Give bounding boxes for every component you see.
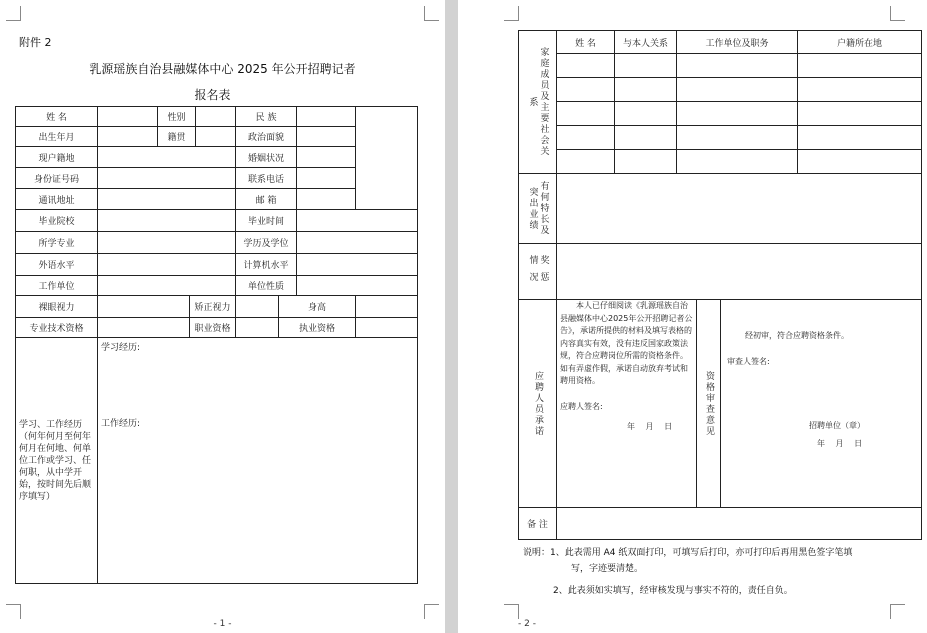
idno-label: 身份证号码 xyxy=(16,168,98,189)
family-cell[interactable] xyxy=(798,150,922,174)
major-label: 所学专业 xyxy=(16,232,98,254)
family-cell[interactable] xyxy=(677,78,798,102)
page-gap xyxy=(445,0,458,633)
height-value[interactable] xyxy=(356,296,418,318)
review-cell xyxy=(721,300,922,508)
birth-label: 出生年月 xyxy=(16,127,98,147)
employer-label: 工作单位 xyxy=(16,276,98,296)
family-cell[interactable] xyxy=(677,102,798,126)
corner-mark xyxy=(424,6,439,21)
page-number: - 1 - xyxy=(213,619,232,629)
pledge-date: 年 月 日 xyxy=(627,422,673,431)
nakedvision-label: 裸眼视力 xyxy=(16,296,98,318)
nakedvision-value[interactable] xyxy=(98,296,190,318)
family-cell[interactable] xyxy=(677,150,798,174)
name-value[interactable] xyxy=(98,107,158,127)
pledge-label: 应聘人员承诺 xyxy=(533,370,543,437)
specialty-label: 有何特长及突出业绩 xyxy=(527,181,549,236)
review-label-cell xyxy=(697,300,721,508)
family-header-relation: 与本人关系 xyxy=(615,31,677,54)
rewards-label: 奖惩情况 xyxy=(527,254,549,289)
height-label: 身高 xyxy=(279,296,356,318)
rewards-value[interactable] xyxy=(557,244,922,300)
note-2: 2、此表须如实填写，经审核发现与事实不符的，责任自负。 xyxy=(553,586,793,596)
techqual-label: 专业技术资格 xyxy=(16,318,98,338)
empnature-label: 单位性质 xyxy=(236,276,297,296)
page-number: - 2 - xyxy=(518,619,536,629)
specialty-label-cell xyxy=(519,174,557,244)
specialty-value[interactable] xyxy=(557,174,922,244)
hukou-label: 现户籍地 xyxy=(16,147,98,168)
practice-value[interactable] xyxy=(356,318,418,338)
family-cell[interactable] xyxy=(798,126,922,150)
pledge-label-cell xyxy=(519,300,557,508)
family-cell[interactable] xyxy=(557,54,615,78)
major-value[interactable] xyxy=(98,232,236,254)
rewards-label-cell xyxy=(519,244,557,300)
gradtime-label: 毕业时间 xyxy=(236,210,297,232)
page-2 xyxy=(458,0,927,633)
political-label: 政治面貌 xyxy=(236,127,297,147)
corner-mark xyxy=(504,6,519,21)
idno-value[interactable] xyxy=(98,168,236,189)
degree-value[interactable] xyxy=(297,232,418,254)
family-label: 家庭成员及主要社会关系 xyxy=(527,47,549,157)
family-cell[interactable] xyxy=(615,150,677,174)
pledge-text: 本人已仔细阅读《乳源瑶族自治县融媒体中心2025年公开招聘记者公告》，承诺所提供的材料及填写表格的内容真实有效，没有违反国家政策法规，符合应聘岗位所需的资格条件。如有弄虚作假，承诺自动放弃考试和聘用资格。 xyxy=(560,301,693,385)
foreign-label: 外语水平 xyxy=(16,254,98,276)
corner-mark xyxy=(424,604,439,619)
family-cell[interactable] xyxy=(557,102,615,126)
corner-mark xyxy=(890,6,905,21)
corner-mark xyxy=(890,604,905,619)
history-value[interactable] xyxy=(98,338,418,584)
practice-label: 执业资格 xyxy=(279,318,356,338)
page-1 xyxy=(0,0,445,633)
pledge-cell xyxy=(557,300,697,508)
corrected-label: 矫正视力 xyxy=(190,296,236,318)
family-cell[interactable] xyxy=(615,78,677,102)
gradtime-value[interactable] xyxy=(297,210,418,232)
family-header-name: 姓 名 xyxy=(557,31,615,54)
family-cell[interactable] xyxy=(557,126,615,150)
unit-seal: 招聘单位（章） xyxy=(809,421,865,430)
email-value[interactable] xyxy=(297,189,356,210)
gender-value[interactable] xyxy=(196,107,236,127)
family-cell[interactable] xyxy=(557,150,615,174)
family-cell[interactable] xyxy=(798,102,922,126)
native-label: 籍贯 xyxy=(158,127,196,147)
registration-table xyxy=(15,106,418,584)
photo-box[interactable] xyxy=(356,107,418,210)
work-label: 工作经历: xyxy=(101,419,141,429)
techqual-value[interactable] xyxy=(98,318,190,338)
phone-value[interactable] xyxy=(297,168,356,189)
marital-label: 婚姻状况 xyxy=(236,147,297,168)
name-label: 姓 名 xyxy=(16,107,98,127)
computer-label: 计算机水平 xyxy=(236,254,297,276)
note-1-cont: 写，字迹要清楚。 xyxy=(571,564,644,574)
note-1: 说明：1、此表需用 A4 纸双面打印，可填写后打印，亦可打印后再用黑色签字笔填 xyxy=(523,548,853,558)
gender-label: 性别 xyxy=(158,107,196,127)
corner-mark xyxy=(6,6,21,21)
address-value[interactable] xyxy=(98,189,236,210)
family-cell[interactable] xyxy=(677,126,798,150)
corrected-value[interactable] xyxy=(236,296,279,318)
review-text: 经初审，符合应聘资格条件。 xyxy=(745,331,849,340)
family-cell[interactable] xyxy=(798,54,922,78)
remarks-label: 备 注 xyxy=(519,508,557,540)
family-cell[interactable] xyxy=(557,78,615,102)
detail-table xyxy=(518,173,922,540)
family-header-hukou: 户籍所在地 xyxy=(798,31,922,54)
ethnicity-label: 民 族 xyxy=(236,107,297,127)
ethnicity-value[interactable] xyxy=(297,107,356,127)
history-label: 学习、工作经历（何年何月至何年何月在何地、何单位工作或学习、任何职，从中学开始，按时间先后顺序填写） xyxy=(16,338,98,584)
jobqual-label: 职业资格 xyxy=(190,318,236,338)
remarks-value[interactable] xyxy=(557,508,922,540)
family-cell[interactable] xyxy=(615,54,677,78)
phone-label: 联系电话 xyxy=(236,168,297,189)
family-header-employer: 工作单位及职务 xyxy=(677,31,798,54)
corner-mark xyxy=(504,604,519,619)
birth-value[interactable] xyxy=(98,127,158,147)
reviewer-sign: 审查人签名: xyxy=(727,357,770,366)
native-value[interactable] xyxy=(196,127,236,147)
empnature-value[interactable] xyxy=(297,276,418,296)
form-title: 乳源瑶族自治县融媒体中心 2025 年公开招聘记者 xyxy=(89,62,356,76)
employer-value[interactable] xyxy=(98,276,236,296)
degree-label: 学历及学位 xyxy=(236,232,297,254)
marital-value[interactable] xyxy=(297,147,356,168)
family-cell[interactable] xyxy=(798,78,922,102)
review-date: 年 月 日 xyxy=(817,439,863,448)
foreign-value[interactable] xyxy=(98,254,236,276)
school-value[interactable] xyxy=(98,210,236,232)
address-label: 通讯地址 xyxy=(16,189,98,210)
form-subtitle: 报名表 xyxy=(194,88,231,102)
computer-value[interactable] xyxy=(297,254,418,276)
email-label: 邮 箱 xyxy=(236,189,297,210)
family-cell[interactable] xyxy=(615,126,677,150)
study-label: 学习经历: xyxy=(101,343,141,353)
family-cell[interactable] xyxy=(615,102,677,126)
family-label-cell xyxy=(519,31,557,174)
attachment-label: 附件 2 xyxy=(19,36,52,49)
hukou-value[interactable] xyxy=(98,147,236,168)
review-label: 资格审查意见 xyxy=(704,370,714,437)
school-label: 毕业院校 xyxy=(16,210,98,232)
jobqual-value[interactable] xyxy=(236,318,279,338)
corner-mark xyxy=(6,604,21,619)
family-table xyxy=(518,30,922,174)
family-cell[interactable] xyxy=(677,54,798,78)
pledge-sign: 应聘人签名: xyxy=(560,402,603,411)
political-value[interactable] xyxy=(297,127,356,147)
